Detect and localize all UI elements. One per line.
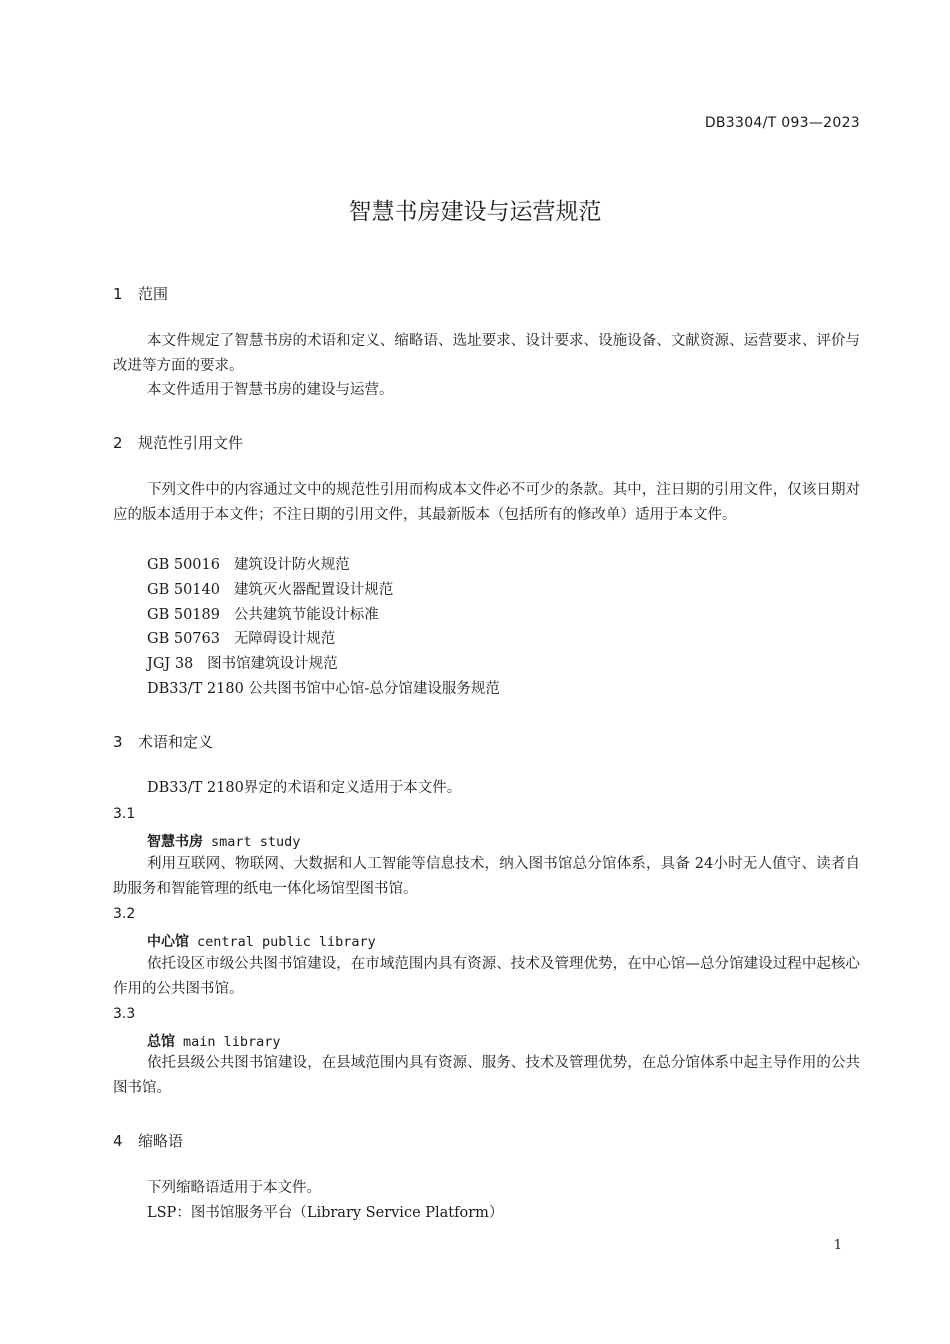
reference-item [147,652,338,677]
page-number: 1 [833,1238,842,1253]
section-1-paragraph-1: 本文件规定了智慧书房的术语和定义、缩略语、选址要求、设计要求、设施设备、文献资源、运营要求、评价与改进等方面的要求。 [113,333,860,374]
reference-item [147,553,350,578]
term-heading [147,931,376,951]
section-2-heading [113,432,243,453]
reference-code: GB 50763 [147,631,220,647]
section-3-intro: DB33/T 2180界定的术语和定义适用于本文件。 [147,780,462,796]
term-heading [147,1031,281,1051]
term-chinese: 总馆 [147,1034,175,1050]
reference-item [147,627,335,652]
section-title: 范围 [138,285,169,303]
clause-number: 3.1 [113,806,136,822]
reference-item [147,603,379,628]
reference-code: GB 50016 [147,557,220,573]
term-english: central public library [197,934,376,950]
section-title: 缩略语 [138,1132,184,1150]
clause-number: 3.3 [113,1006,136,1022]
section-title: 规范性引用文件 [138,434,244,452]
section-4-heading [113,1130,183,1151]
reference-title: 建筑灭火器配置设计规范 [233,582,394,598]
term-english: main library [183,1034,281,1050]
reference-item [147,677,500,702]
section-number: 3 [113,733,123,751]
document-code: DB3304/T 093—2023 [704,115,860,131]
section-1-heading [113,283,168,304]
term-chinese: 中心馆 [147,934,189,950]
section-number: 2 [113,434,123,452]
reference-title: 公共图书馆中心馆-总分馆建设服务规范 [248,681,500,697]
reference-title: 图书馆建筑设计规范 [207,656,338,672]
reference-code: GB 50140 [147,582,220,598]
reference-title: 建筑设计防火规范 [233,557,350,573]
term-chinese: 智慧书房 [147,834,203,850]
term-english: smart study [211,834,301,850]
section-3-heading [113,731,213,752]
reference-title: 无障碍设计规范 [233,631,336,647]
abbreviation-item: LSP：图书馆服务平台（Library Service Platform） [147,1205,504,1221]
document-title: 智慧书房建设与运营规范 [348,199,602,225]
reference-item [147,578,393,603]
reference-code: JGJ 38 [147,656,194,672]
section-number: 4 [113,1132,123,1150]
reference-title: 公共建筑节能设计标准 [233,607,379,623]
term-definition: 利用互联网、物联网、大数据和人工智能等信息技术，纳入图书馆总分馆体系，具备 24小时无人值守、读者自助服务和智能管理的纸电一体化场馆型图书馆。 [113,856,860,897]
section-4-intro: 下列缩略语适用于本文件。 [147,1180,321,1196]
section-2-paragraph-1: 下列文件中的内容通过文中的规范性引用而构成本文件必不可少的条款。其中，注日期的引用文件，仅该日期对应的版本适用于本文件；不注日期的引用文件，其最新版本（包括所有的修改单）适用于本文件。 [113,482,860,523]
section-1-paragraph-2: 本文件适用于智慧书房的建设与运营。 [147,382,394,398]
clause-number: 3.2 [113,906,136,922]
reference-code: GB 50189 [147,607,220,623]
section-number: 1 [113,285,123,303]
term-definition: 依托设区市级公共图书馆建设，在市域范围内具有资源、技术及管理优势，在中心馆—总分馆建设过程中起核心作用的公共图书馆。 [113,956,860,997]
reference-code: DB33/T 2180 [147,681,244,697]
term-heading [147,831,300,851]
section-title: 术语和定义 [138,733,214,751]
term-definition: 依托县级公共图书馆建设，在县域范围内具有资源、服务、技术及管理优势，在总分馆体系中起主导作用的公共图书馆。 [113,1055,860,1096]
